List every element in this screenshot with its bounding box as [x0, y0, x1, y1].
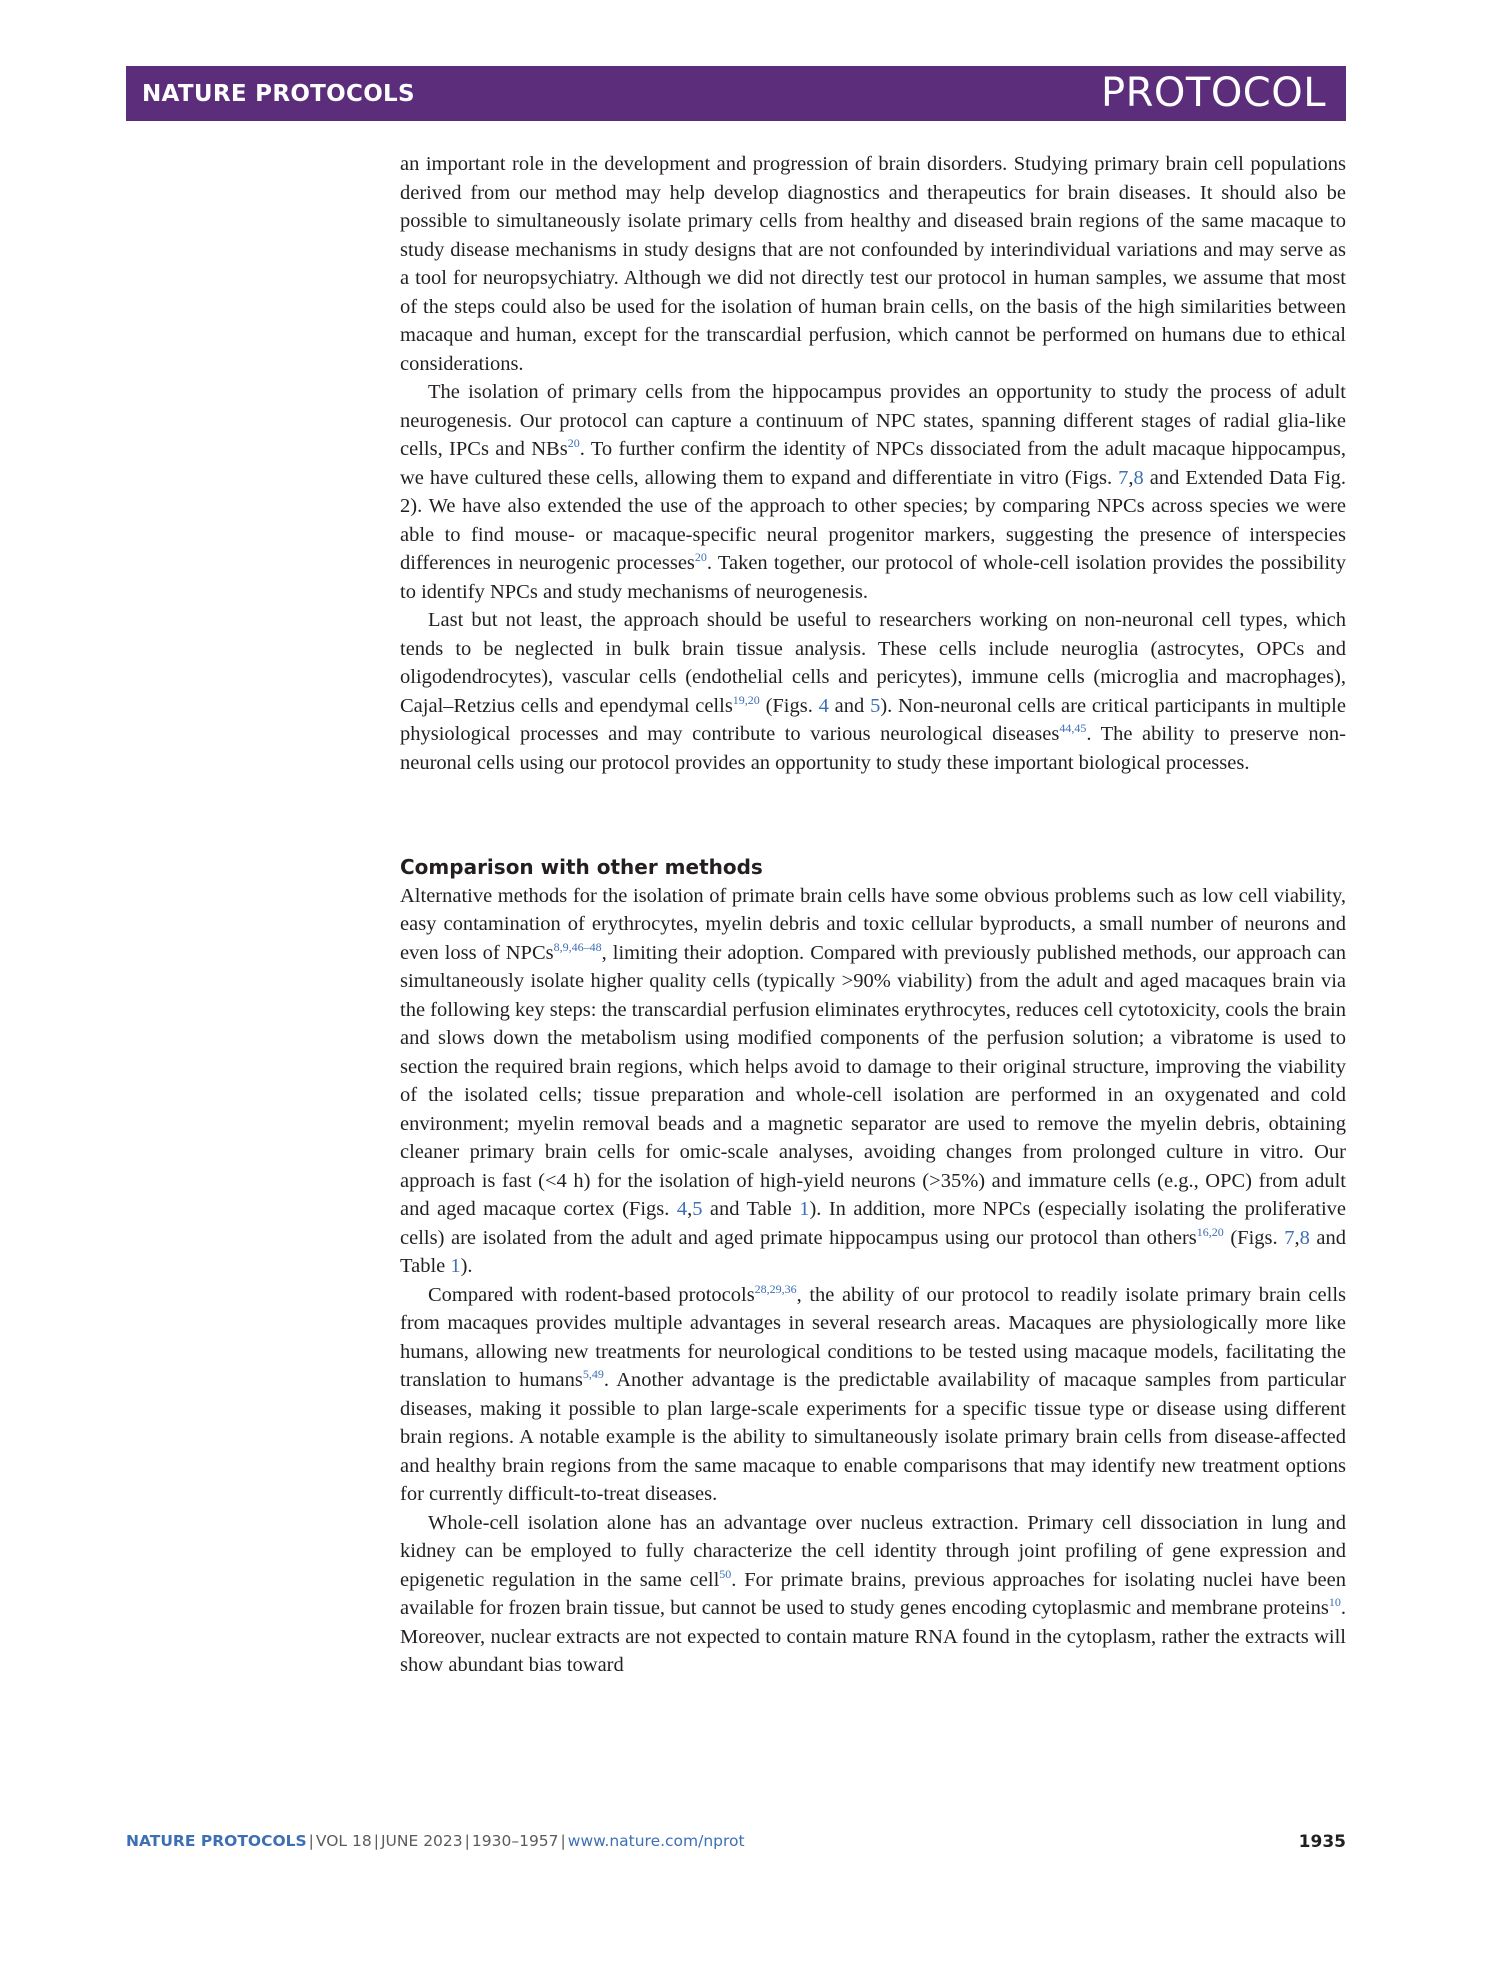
figure-link[interactable]: 8 [1299, 1226, 1310, 1249]
paragraph-alternative-methods: Alternative methods for the isolation of primate brain cells have some obvious problems such as low cell viability, easy contamination of erythrocytes, myelin debris and toxic cellular byproducts, a small number of neurons and even loss of NPCs$^{8,9,46-48}$, limiting their adoption. Compared with previously published methods, our approach can simultaneously isolate higher quality cells (typically >90% viability) from the adult and aged macaques brain via the following key steps: the transcardial perfusion eliminates erythrocytes, reduces cell cytotoxicity, cools the brain and slows down the metabolism using modified components of the perfusion solution; a vibratome is used to section the required brain regions, which helps avoid to damage to their original structure, improving the viability of the isolated cells; tissue preparation and whole-cell isolation are performed in an oxygenated and cold environment; myelin removal beads and a magnetic separator are used to remove the myelin debris, obtaining cleaner primary brain cells for omic-scale analyses, avoiding changes from prolonged culture in vitro. Our approach is fast (<4 h) for the isolation of high-yield neurons (>35%) and immature cells (e.g., OPC) from adult and aged macaque cortex (Figs. 4,5 and Table 1). In addition, more NPCs (especially isolating the proliferative cells) are isolated from the adult and aged primate hippocampus using our protocol than others$^{16,20}$ (Figs. 7,8 and Table 1). [400, 884, 1346, 1277]
footer-journal: NATURE PROTOCOLS [126, 1832, 307, 1850]
article-type: PROTOCOL [1100, 70, 1326, 116]
table-link[interactable]: 1 [799, 1198, 810, 1220]
citation[interactable]: 8,9,46–48 [553, 939, 602, 954]
footer-date: JUNE 2023 [380, 1832, 463, 1850]
paragraph-disease: an important role in the development and progression of brain disorders. Studying primary brain cell populations derived from our method may help develop diagnostics and therapeutics for brain diseases. It should also be possible to simultaneously isolate primary cells from healthy and diseased brain regions of the same macaque to study disease mechanisms in study designs that are not confounded by interindividual variations and may serve as a tool for neuropsychiatry. Although we did not directly test our protocol in human samples, we assume that most of the steps could also be used for the isolation of human brain cells, on the basis of the high similarities between macaque and human, except for the transcardial perfusion, which cannot be performed on humans due to ethical considerations. [400, 153, 1346, 375]
paragraph-non-neuronal: Last but not least, the approach should be useful to researchers working on non-neuronal cell types, which tends to be neglected in bulk brain tissue analysis. These cells include neuroglia (astrocytes, OPCs and oligodendrocytes), vascular cells (endothelial cells and pericytes), immune cells (microglia and macrophages), Cajal–Retzius cells and ependymal cells$^{19,20}$ (Figs. 4 and 5). Non-neuronal cells are critical participants in multiple physiological processes and may contribute to various neurological diseases$^{44,45}$. The ability to preserve non-neuronal cells using our protocol provides an opportunity to study these important biological processes. [400, 609, 1346, 774]
journal-header-bar [126, 66, 1346, 121]
figure-link[interactable]: 4 [818, 694, 829, 717]
footer-volume: VOL 18 [315, 1832, 372, 1850]
article-body [400, 150, 1346, 1680]
figure-link[interactable]: 7 [1284, 1226, 1295, 1249]
citation[interactable]: 10 [1328, 1595, 1341, 1609]
page-number: 1935 [1298, 1832, 1346, 1852]
table-link[interactable]: 1 [450, 1255, 461, 1277]
figure-link[interactable]: 4 [676, 1198, 688, 1220]
citation[interactable]: 16,20 [1196, 1224, 1224, 1239]
page-footer [126, 1832, 1346, 1856]
citation[interactable]: 20 [694, 550, 707, 564]
figure-link[interactable]: 8 [1133, 466, 1144, 489]
section-heading: Comparison with other methods [400, 855, 763, 879]
paragraph-neurogenesis: The isolation of primary cells from the hippocampus provides an opportunity to study the process of adult neurogenesis. Our protocol can capture a continuum of NPC states, spanning different stages of radial glia-like cells, IPCs and NBs$^{20}$. To further confirm the identity of NPCs dissociated from the adult macaque hippocampus, we have cultured these cells, allowing them to expand and differentiate in vitro (Figs. 7,8 and Extended Data Fig. 2). We have also extended the use of the approach to other species; by comparing NPCs across species we were able to find mouse- or macaque-specific neural progenitor markers, suggesting the presence of interspecies differences in neurogenic processes$^{20}$. Taken together, our protocol of whole-cell isolation provides the possibility to identify NPCs and study mechanisms of neurogenesis. [400, 381, 1347, 603]
citation[interactable]: 50 [719, 1566, 732, 1581]
citation[interactable]: 5,49 [582, 1367, 604, 1381]
footer-pages: 1930–1957 [471, 1832, 559, 1850]
paragraph-rodent-comparison: Compared with rodent-based protocols$^{28,29,36}$, the ability of our protocol to readily isolate primary brain cells from macaques provides multiple advantages in several research areas. Macaques are physiologically more like humans, allowing new treatments for neurological conditions to be tested using macaque models, facilitating the translation to humans$^{5,49}$. Another advantage is the predictable availability of macaque samples from particular diseases, making it possible to plan large-scale experiments for a specific tissue type or disease using different brain regions. A notable example is the ability to simultaneously isolate primary brain cells from disease-affected and healthy brain regions from the same macaque to enable comparisons that may identify new treatment options for currently difficult-to-treat diseases. [400, 1281, 1346, 1505]
paragraph-whole-cell: Whole-cell isolation alone has an advantage over nucleus extraction. Primary cell dissociation in lung and kidney can be employed to fully characterize the cell identity through joint profiling of gene expression and epigenetic regulation in the same cell$^{50}$. For primate brains, previous approaches for isolating nuclei have been available for frozen brain tissue, but cannot be used to study genes encoding cytoplasmic and membrane proteins$^{10}$. Moreover, nuclear extracts are not expected to contain mature RNA found in the cytoplasm, rather the extracts will show abundant bias toward [400, 1511, 1347, 1676]
figure-link[interactable]: 7 [1118, 466, 1129, 489]
figure-link[interactable]: 5 [692, 1198, 703, 1220]
citation[interactable]: 44,45 [1059, 721, 1087, 735]
citation[interactable]: 19,20 [732, 692, 760, 707]
footer-url-link[interactable]: www.nature.com/nprot [567, 1832, 745, 1850]
citation[interactable]: 28,29,36 [754, 1281, 797, 1296]
figure-link[interactable]: 5 [870, 694, 881, 717]
citation[interactable]: 20 [567, 436, 580, 450]
footer-citation: NATURE PROTOCOLS | VOL 18 | JUNE 2023 | 1930–1957 | www.nature.com/nprot [126, 1832, 745, 1850]
journal-name: NATURE PROTOCOLS [142, 81, 415, 107]
